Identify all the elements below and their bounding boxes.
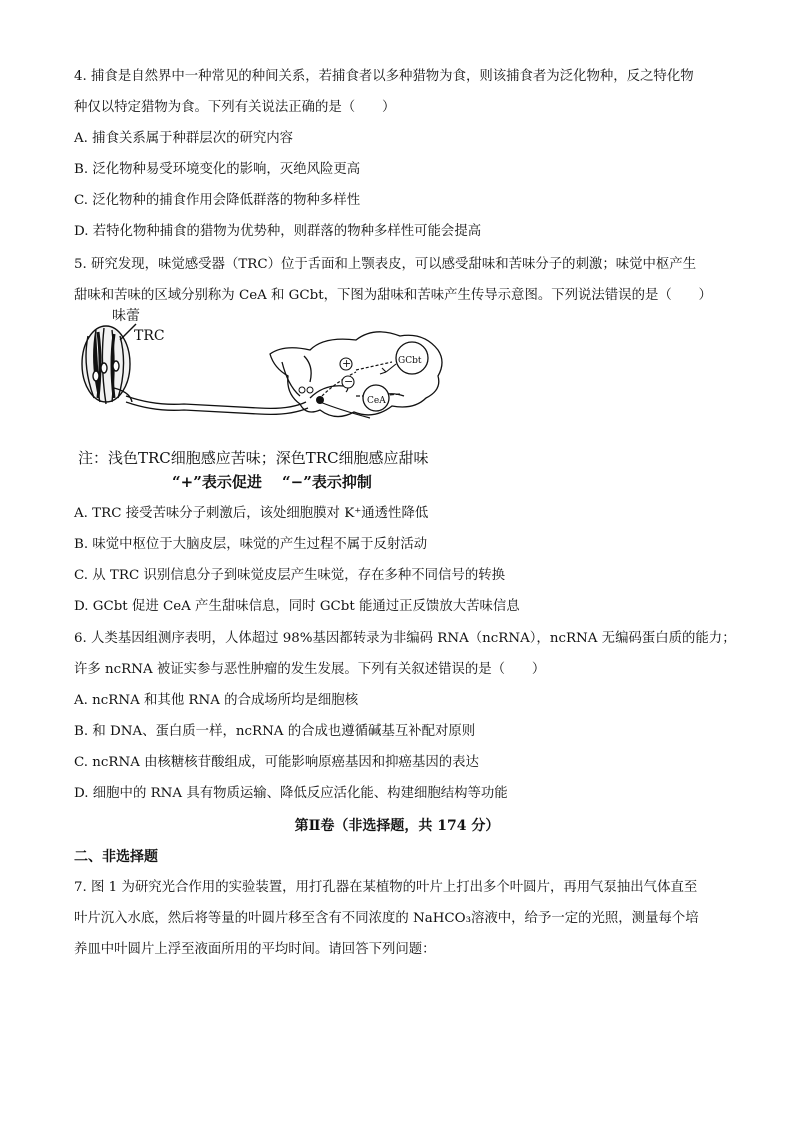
q5-option-c: C. 从 TRC 识别信息分子到味觉皮层产生味觉，存在多种不同信号的转换 — [74, 568, 505, 583]
q4-option-d: D. 若特化物种捕食的猎物为优势种，则群落的物种多样性可能会提高 — [74, 224, 482, 239]
q6-option-c: C. ncRNA 由核糖核苷酸组成，可能影响原癌基因和抑癌基因的表达 — [74, 755, 479, 770]
q4-option-b: B. 泛化物种易受环境变化的影响，灭绝风险更高 — [74, 162, 361, 177]
plus-label: + — [342, 357, 352, 370]
figure-note-line1: 注：浅色TRC细胞感应苦味；深色TRC细胞感应甜味 — [78, 449, 429, 467]
taste-bud-drawing — [82, 324, 136, 404]
q6-option-a: A. ncRNA 和其他 RNA 的合成场所均是细胞核 — [74, 693, 359, 708]
taste-pathway-diagram — [74, 306, 514, 446]
synapse-dot — [316, 396, 324, 404]
figure-note-line2: “+”表示促进 “−”表示抑制 — [172, 473, 372, 491]
q7-line1: 7. 图 1 为研究光合作用的实验装置，用打孔器在某植物的叶片上打出多个叶圆片，再用气泵抽出气体直至 — [74, 880, 698, 895]
q4-stem-line2: 种仅以特定猎物为食。下列有关说法正确的是（ ） — [74, 100, 396, 115]
q7-line3: 养皿中叶圆片上浮至液面所用的平均时间。请回答下列问题： — [74, 942, 436, 957]
q5-option-b: B. 味觉中枢位于大脑皮层，味觉的产生过程不属于反射活动 — [74, 537, 428, 552]
q5-option-a: A. TRC 接受苦味分子刺激后，该处细胞膜对 K⁺通透性降低 — [74, 506, 429, 521]
q4-option-a: A. 捕食关系属于种群层次的研究内容 — [74, 131, 294, 146]
q7-line2: 叶片沉入水底，然后将等量的叶圆片移至含有不同浓度的 NaHCO₃溶液中，给予一定的光照，测量每个培 — [74, 911, 699, 926]
minus-label: − — [344, 375, 354, 388]
trc-label: TRC — [134, 328, 165, 344]
q5-stem-line2: 甜味和苦味的区域分别称为 CeA 和 GCbt，下图为甜味和苦味产生传导示意图。下列说法错误的是（ ） — [74, 288, 712, 303]
q6-option-b: B. 和 DNA、蛋白质一样，ncRNA 的合成也遵循碱基互补配对原则 — [74, 724, 476, 739]
cea-label: CeA — [367, 396, 386, 406]
q6-stem-line2: 许多 ncRNA 被证实参与恶性肿瘤的发生发展。下列有关叙述错误的是（ ） — [74, 662, 546, 677]
q5-option-d: D. GCbt 促进 CeA 产生甜味信息，同时 GCbt 能通过正反馈放大苦味信息 — [74, 599, 520, 614]
taste-pathway-figure — [74, 306, 514, 498]
section-heading: 二、非选择题 — [74, 849, 158, 865]
q6-option-d: D. 细胞中的 RNA 具有物质运输、降低反应活化能、构建细胞结构等功能 — [74, 786, 508, 801]
nerve-fiber — [126, 396, 308, 414]
q5-stem-line1: 5. 研究发现，味觉感受器（TRC）位于舌面和上颚表皮，可以感受甜味和苦味分子的刺激；味觉中枢产生 — [74, 257, 697, 272]
taste-bud-label: 味蕾 — [112, 308, 140, 324]
q4-option-c: C. 泛化物种的捕食作用会降低群落的物种多样性 — [74, 193, 361, 208]
q6-stem-line1: 6. 人类基因组测序表明，人体超过 98%基因都转录为非编码 RNA（ncRNA），ncRNA 无编码蛋白质的能力； — [74, 631, 736, 646]
part2-title: 第Ⅱ卷（非选择题，共 174 分） — [294, 818, 500, 834]
q4-stem-line1: 4. 捕食是自然界中一种常见的种间关系，若捕食者以多种猎物为食，则该捕食者为泛化物种，反之特化物 — [74, 69, 694, 84]
gcbt-label: GCbt — [398, 356, 422, 366]
